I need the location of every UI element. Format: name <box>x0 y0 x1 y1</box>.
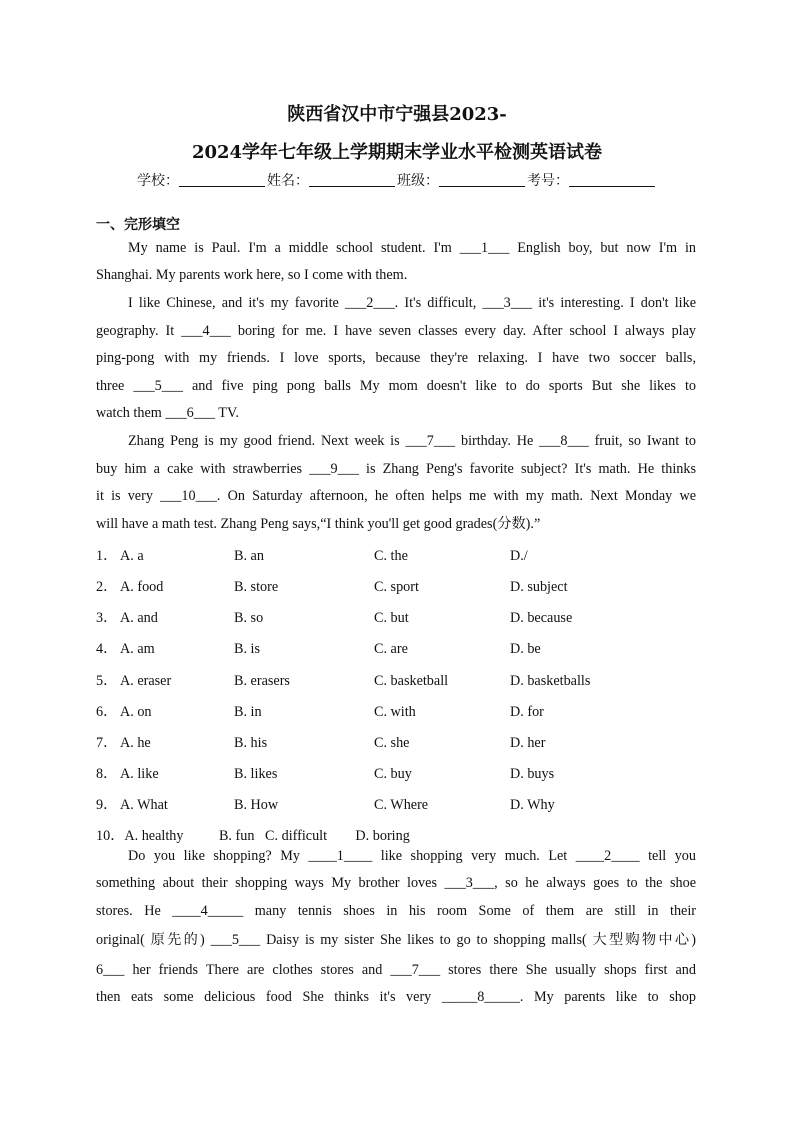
option-c[interactable]: C. but <box>374 610 409 626</box>
passage1-line: Zhang Peng is my good friend. Next week is ___7___ birthday. He ___8___ fruit, so Iwant to <box>128 433 696 449</box>
passage2-line: something about their shopping ways My brother loves ___3___, so he always goes to the shoe <box>96 875 696 891</box>
option-b[interactable]: B. How <box>234 797 279 813</box>
option-d[interactable]: D. subject <box>510 579 568 595</box>
school-label: 学校： <box>137 173 179 189</box>
passage1-line: it is very ___10___. On Saturday afternoon, he often helps me with my math. Next Monday we <box>96 488 696 504</box>
option-a[interactable]: A. he <box>120 735 151 751</box>
passage2-line: 6___ her friends There are clothes stores and ___7___ stores there She usually shops first and <box>96 962 696 978</box>
option-c[interactable]: C. are <box>374 641 408 657</box>
option-d[interactable]: D. buys <box>510 766 555 782</box>
question-row <box>96 702 716 722</box>
question-row <box>96 671 716 691</box>
option-c[interactable]: C. she <box>374 735 410 751</box>
exam-title-line-2: 2024学年七年级上学期期末学业水平检测英语试卷 <box>191 142 603 163</box>
option-d[interactable]: D. because <box>510 610 573 626</box>
option-b[interactable]: B. store <box>234 579 279 595</box>
option-c[interactable]: C. the <box>374 548 408 564</box>
option-a[interactable]: A. eraser <box>120 673 172 689</box>
option-a[interactable]: A. a <box>120 548 144 564</box>
question-row <box>96 639 716 659</box>
option-a[interactable]: A. What <box>120 797 168 813</box>
school-blank[interactable] <box>179 172 265 187</box>
option-c[interactable]: C. buy <box>374 766 412 782</box>
name-blank[interactable] <box>309 172 395 187</box>
option-b[interactable]: B. so <box>234 610 264 626</box>
passage1-line: will have a math test. Zhang Peng says,“I think you'll get good grades(分数).” <box>96 516 541 532</box>
passage1-line: I like Chinese, and it's my favorite ___2___. It's difficult, ___3___ it's interesting. I don't like <box>128 295 696 311</box>
student-info-row <box>0 170 794 190</box>
question-number: 1． <box>96 548 118 564</box>
passage1-line: buy him a cake with strawberries ___9___ is Zhang Peng's favorite subject? It's math. He thinks <box>96 461 696 477</box>
question-number: 5． <box>96 673 118 689</box>
passage2-line: Do you like shopping? My ____1____ like shopping very much. Let ____2____ tell you <box>128 848 696 864</box>
question-row <box>96 608 716 628</box>
passage2-line: stores. He ____4_____ many tennis shoes in his room Some of them are still in their <box>96 903 696 919</box>
exam-title-line-1: 陕西省汉中市宁强县2023- <box>287 104 507 125</box>
question-number: 4． <box>96 641 118 657</box>
passage2-line: then eats some delicious food She thinks it's very _____8_____. My parents like to shop <box>96 989 696 1005</box>
option-a[interactable]: A. food <box>120 579 164 595</box>
option-a[interactable]: A. am <box>120 641 155 657</box>
option-b[interactable]: B. likes <box>234 766 278 782</box>
question-number: 6． <box>96 704 118 720</box>
question-number: 3． <box>96 610 118 626</box>
option-d[interactable]: D. basketballs <box>510 673 591 689</box>
passage1-line: watch them ___6___ TV. <box>96 405 239 421</box>
question-row <box>96 577 716 597</box>
option-b[interactable]: B. an <box>234 548 264 564</box>
option-d[interactable]: D./ <box>510 548 528 564</box>
question-number: 9． <box>96 797 118 813</box>
question-row <box>96 546 716 566</box>
option-d[interactable]: D. be <box>510 641 541 657</box>
exam-number-blank[interactable] <box>569 172 655 187</box>
option-b[interactable]: B. his <box>234 735 268 751</box>
passage1-line: ping-pong with my friends. I love sports, because they're relaxing. I have two soccer balls, <box>96 350 696 366</box>
option-a[interactable]: A. on <box>120 704 152 720</box>
option-b[interactable]: B. in <box>234 704 262 720</box>
option-c[interactable]: C. basketball <box>374 673 449 689</box>
class-label: 班级： <box>397 173 439 189</box>
option-c[interactable]: C. Where <box>374 797 429 813</box>
passage1-line: My name is Paul. I'm a middle school student. I'm ___1___ English boy, but now I'm in <box>128 240 696 256</box>
exam-number-label: 考号： <box>527 173 569 189</box>
passage1-line: three ___5___ and five ping pong balls My mom doesn't like to do sports But she likes to <box>96 378 696 394</box>
option-a[interactable]: A. like <box>120 766 159 782</box>
option-d[interactable]: D. for <box>510 704 544 720</box>
question-10-row: 10．A. healthy B. fun C. difficult D. boring <box>96 828 410 844</box>
option-b[interactable]: B. erasers <box>234 673 290 689</box>
class-blank[interactable] <box>439 172 525 187</box>
name-label: 姓名： <box>267 173 309 189</box>
question-row <box>96 764 716 784</box>
passage1-line: Shanghai. My parents work here, so I come with them. <box>96 267 408 283</box>
option-b[interactable]: B. is <box>234 641 261 657</box>
option-c[interactable]: C. sport <box>374 579 419 595</box>
option-d[interactable]: D. her <box>510 735 546 751</box>
passage2-line: original( 原先的) ___5___ Daisy is my sister She likes to go to shopping malls( 大型购物中心) <box>96 932 696 948</box>
option-a[interactable]: A. and <box>120 610 158 626</box>
question-number: 7． <box>96 735 118 751</box>
option-d[interactable]: D. Why <box>510 797 555 813</box>
option-c[interactable]: C. with <box>374 704 416 720</box>
passage1-line: geography. It ___4___ boring for me. I have seven classes every day. After school I always play <box>96 323 696 339</box>
question-row <box>96 733 716 753</box>
question-number: 8． <box>96 766 118 782</box>
question-number: 2． <box>96 579 118 595</box>
section-heading-cloze: 一、完形填空 <box>96 217 180 233</box>
question-row <box>96 795 716 815</box>
